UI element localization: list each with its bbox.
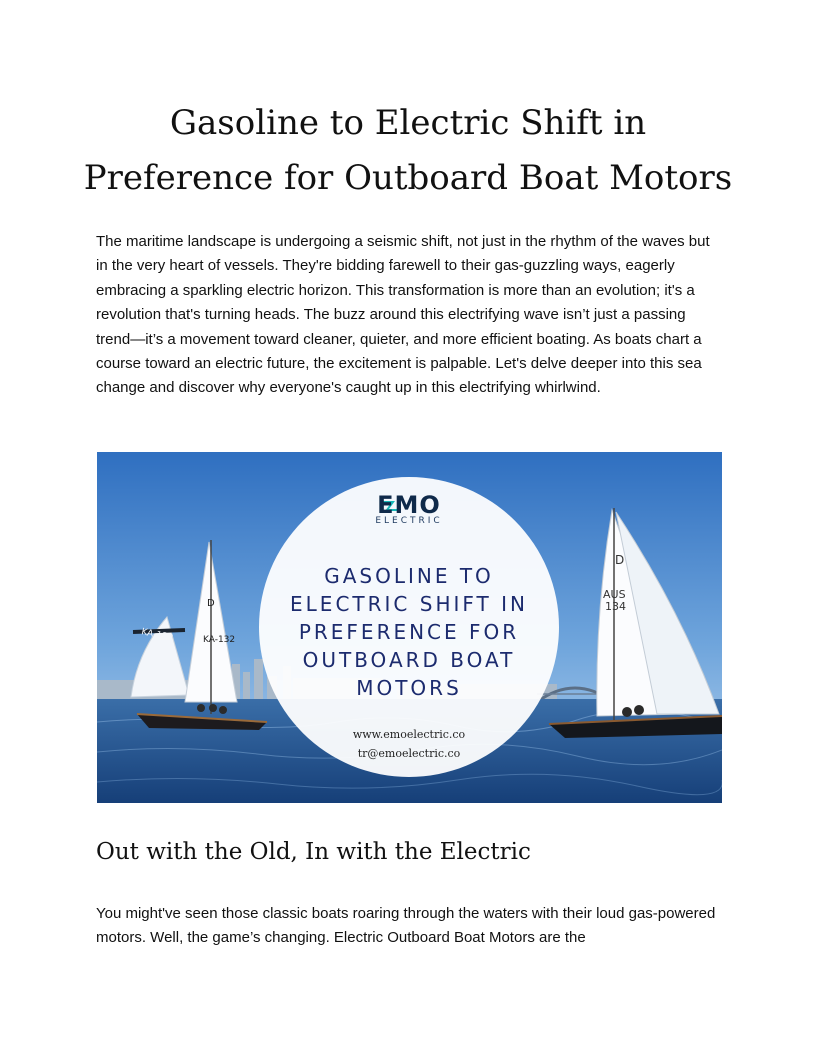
section-heading: Out with the Old, In with the Electric bbox=[96, 839, 531, 865]
left-sail-number: KA-132 bbox=[203, 635, 236, 645]
left-sail-mark: D bbox=[207, 598, 215, 609]
left-spinnaker-number: KA-132 bbox=[140, 627, 174, 644]
hero-title: GASOLINE TO ELECTRIC SHIFT IN PREFERENCE FOR OUTBOARD BOAT MOTORS bbox=[290, 564, 528, 700]
section-paragraph: You might've seen those classic boats roaring through the waters with their loud gas-powered motors. Well, the game’s changing. Electric Outboard Boat Motors are the bbox=[96, 905, 716, 947]
right-sail-country: AUS bbox=[603, 588, 626, 601]
logo-subtitle: ELECTRIC bbox=[375, 516, 443, 526]
right-sail-mark: D bbox=[615, 553, 625, 567]
logo-wordmark: EMO bbox=[377, 491, 441, 519]
right-sail-number: 134 bbox=[605, 600, 626, 613]
hero-image bbox=[97, 452, 722, 803]
intro-paragraph: The maritime landscape is undergoing a seismic shift, not just in the rhythm of the waves but in the very heart of vessels. They're bidding farewell to their gas-guzzling ways, eagerly embracing a sparkling electric horizon. This transformation is more than an evolution; it's a revolution that's turning heads. The buzz around this electrifying wave isn’t just a passing trend—it’s a movement toward cleaner, quieter, and more efficient boating. As boats chart a course toward an electric future, the excitement is palpable. Let's delve deeper into this sea change and discover why everyone's caught up in this electrifying whirlwind. bbox=[96, 233, 710, 397]
page-title: Gasoline to Electric Shift in Preference for Outboard Boat Motors bbox=[83, 103, 733, 198]
website-link[interactable]: www.emoelectric.co bbox=[352, 728, 466, 741]
email-link[interactable]: tr@emoelectric.co bbox=[357, 747, 461, 760]
